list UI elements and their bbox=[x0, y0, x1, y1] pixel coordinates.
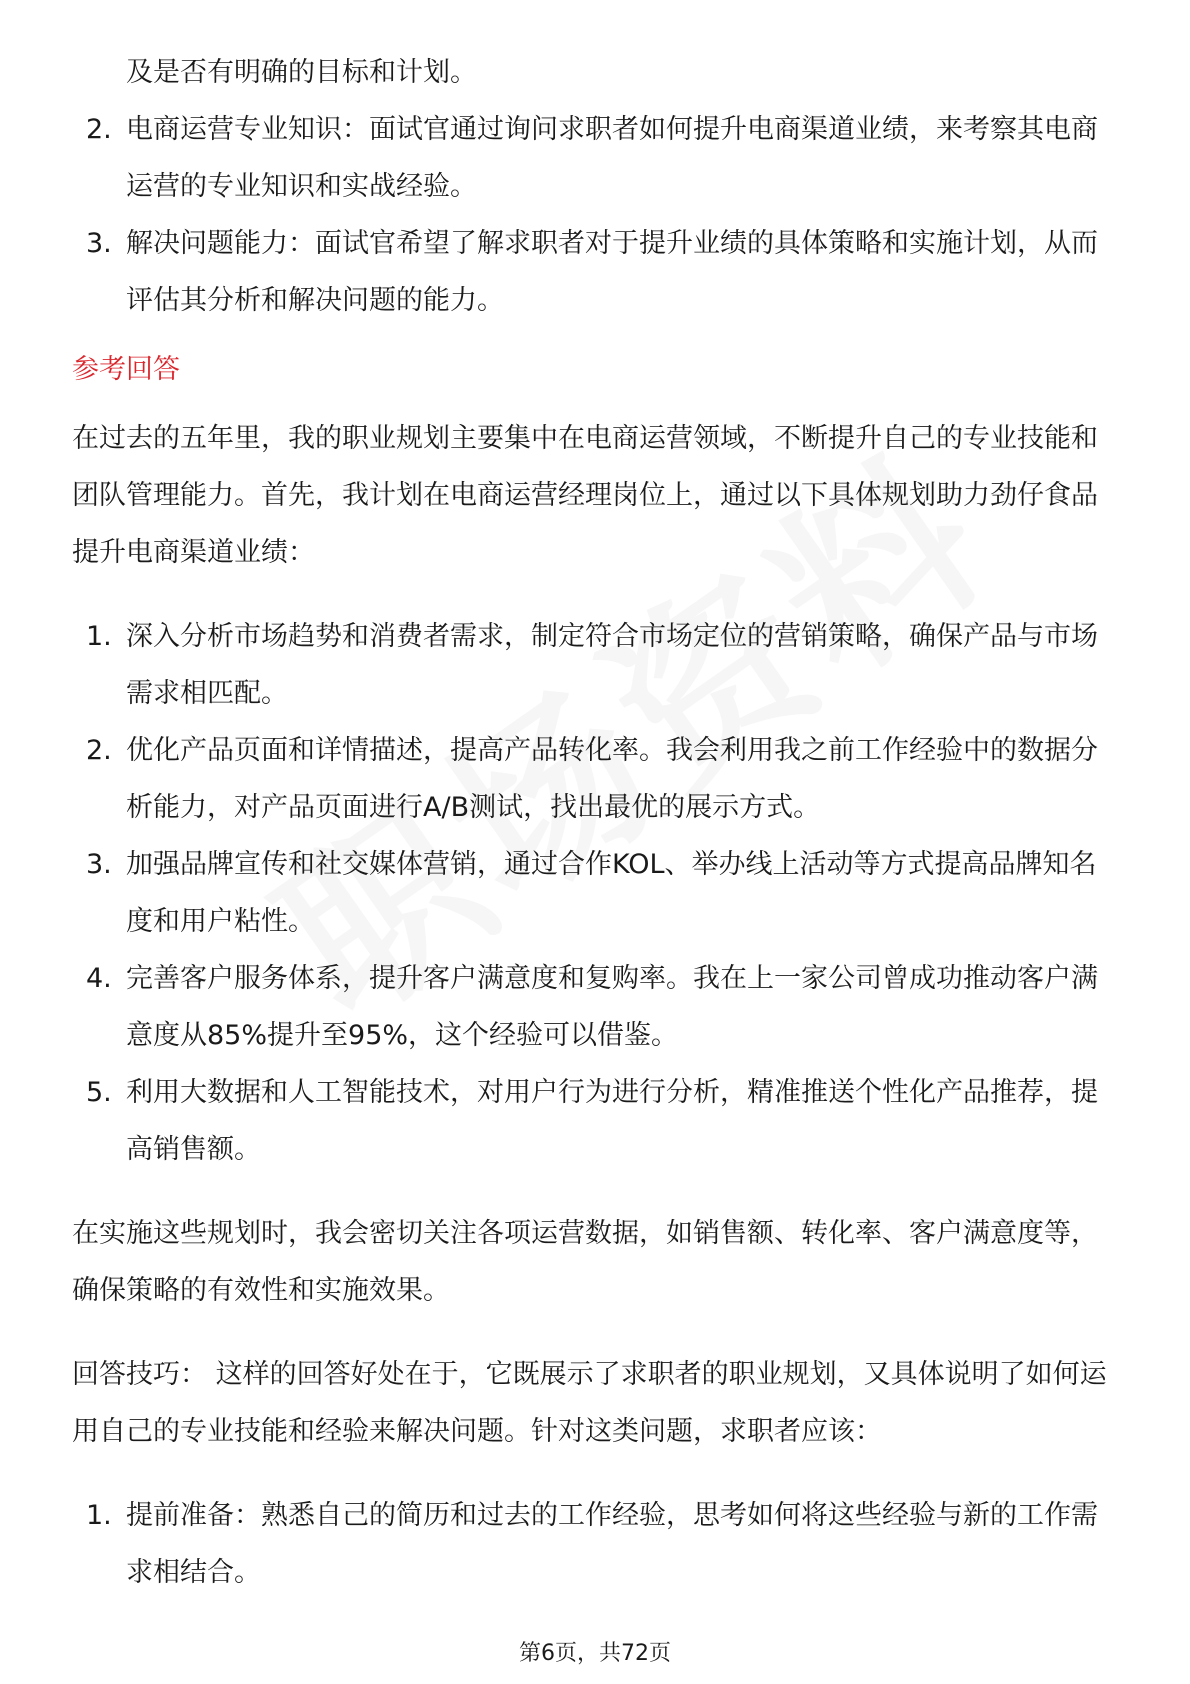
intro-paragraph: 在过去的五年里，我的职业规划主要集中在电商运营领域，不断提升自己的专业技能和团队管理能力。首先，我计划在电商运营经理岗位上，通过以下具体规划助力劲仔食品提升电商渠道业绩： bbox=[72, 423, 1098, 568]
list-item-text: 优化产品页面和详情描述，提高产品转化率。我会利用我之前工作经验中的数据分析能力，对产品页面进行A/B测试，找出最优的展示方式。 bbox=[126, 735, 1098, 823]
list-item bbox=[72, 950, 1122, 1064]
tips-paragraph: 回答技巧： 这样的回答好处在于，它既展示了求职者的职业规划，又具体说明了如何运用自己的专业技能和经验来解决问题。针对这类问题，求职者应该： bbox=[72, 1359, 1107, 1447]
list-number: 2. bbox=[86, 735, 112, 766]
tips-list bbox=[72, 1487, 1122, 1601]
list-number: 4. bbox=[86, 963, 112, 994]
closing-paragraph: 在实施这些规划时，我会密切关注各项运营数据，如销售额、转化率、客户满意度等，确保策略的有效性和实施效果。 bbox=[72, 1218, 1098, 1306]
list-number: 1. bbox=[86, 621, 112, 652]
list-item bbox=[72, 215, 1122, 329]
list-item bbox=[72, 836, 1122, 950]
list-item-text: 利用大数据和人工智能技术，对用户行为进行分析，精准推送个性化产品推荐，提高销售额。 bbox=[126, 1077, 1098, 1165]
plan-list bbox=[72, 608, 1122, 1178]
list-item-continuation: 及是否有明确的目标和计划。 bbox=[126, 57, 477, 88]
page-content bbox=[72, 44, 1122, 1601]
page-footer: 第6页，共72页 bbox=[519, 1641, 671, 1666]
list-item bbox=[72, 1487, 1122, 1601]
list-number: 3. bbox=[86, 849, 112, 880]
list-item bbox=[72, 1064, 1122, 1178]
analysis-list bbox=[72, 101, 1122, 329]
section-heading: 参考回答 bbox=[72, 354, 180, 385]
list-item-text: 解决问题能力：面试官希望了解求职者对于提升业绩的具体策略和实施计划，从而评估其分析和解决问题的能力。 bbox=[126, 228, 1098, 316]
list-item-text: 提前准备：熟悉自己的简历和过去的工作经验，思考如何将这些经验与新的工作需求相结合。 bbox=[126, 1500, 1098, 1588]
list-item-text: 深入分析市场趋势和消费者需求，制定符合市场定位的营销策略，确保产品与市场需求相匹配。 bbox=[126, 621, 1098, 709]
list-number: 2. bbox=[86, 114, 112, 145]
list-number: 5. bbox=[86, 1077, 112, 1108]
list-number: 3. bbox=[86, 228, 112, 259]
list-item bbox=[72, 608, 1122, 722]
list-number: 1. bbox=[86, 1500, 112, 1531]
list-item bbox=[72, 722, 1122, 836]
list-item-text: 电商运营专业知识：面试官通过询问求职者如何提升电商渠道业绩，来考察其电商运营的专业知识和实战经验。 bbox=[126, 114, 1098, 202]
list-item-text: 加强品牌宣传和社交媒体营销，通过合作KOL、举办线上活动等方式提高品牌知名度和用户粘性。 bbox=[126, 849, 1097, 937]
list-item bbox=[72, 101, 1122, 215]
list-item-text: 完善客户服务体系，提升客户满意度和复购率。我在上一家公司曾成功推动客户满意度从85%提升至95%，这个经验可以借鉴。 bbox=[126, 963, 1098, 1051]
